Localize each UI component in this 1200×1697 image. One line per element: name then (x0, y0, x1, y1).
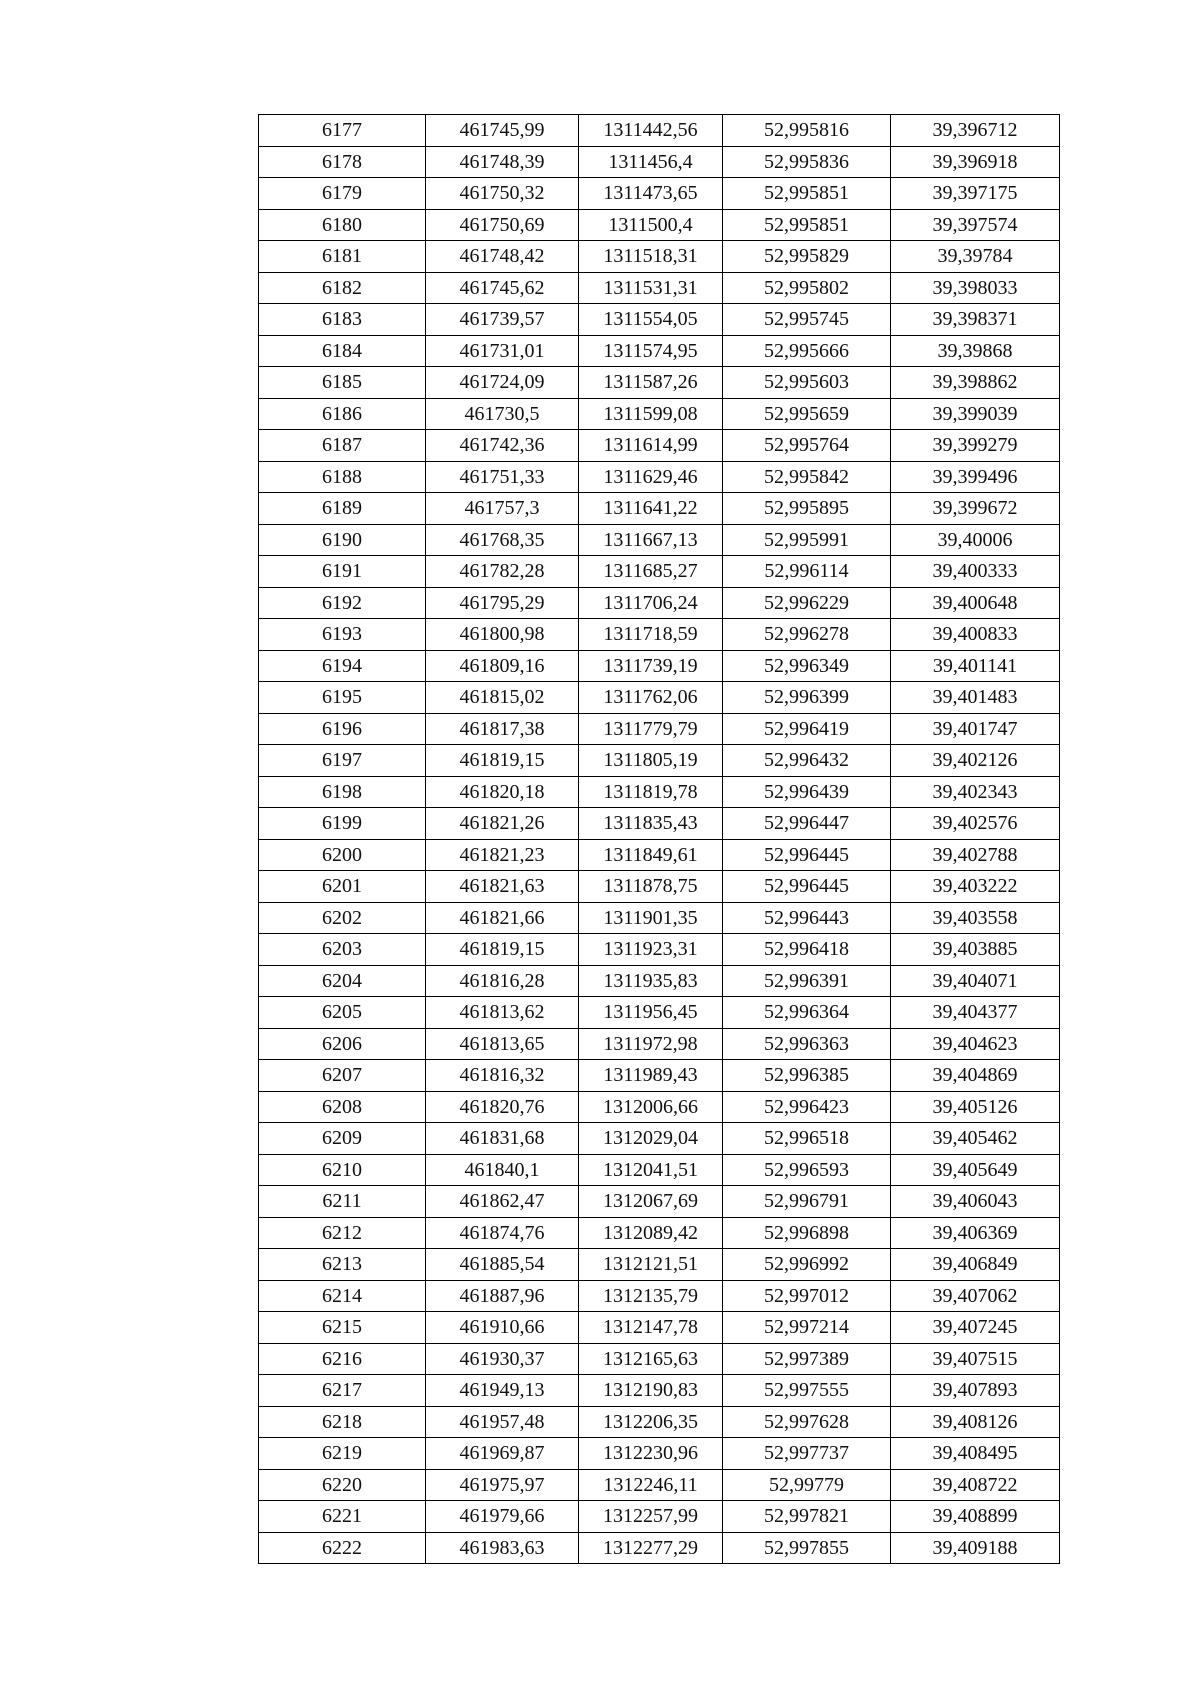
x-coordinate-cell: 461885,54 (426, 1249, 579, 1281)
table-row (259, 398, 1060, 430)
longitude-cell: 39,405462 (891, 1123, 1060, 1155)
y-coordinate-cell: 1311901,35 (579, 902, 723, 934)
coordinates-table-body (259, 115, 1060, 1564)
latitude-cell: 52,995842 (723, 461, 891, 493)
table-row (259, 1091, 1060, 1123)
longitude-cell: 39,408126 (891, 1406, 1060, 1438)
longitude-cell: 39,403222 (891, 871, 1060, 903)
table-row (259, 209, 1060, 241)
point-number-cell: 6181 (259, 241, 426, 273)
x-coordinate-cell: 461821,23 (426, 839, 579, 871)
point-number-cell: 6188 (259, 461, 426, 493)
point-number-cell: 6178 (259, 146, 426, 178)
table-row (259, 745, 1060, 777)
point-number-cell: 6194 (259, 650, 426, 682)
point-number-cell: 6177 (259, 115, 426, 147)
x-coordinate-cell: 461730,5 (426, 398, 579, 430)
point-number-cell: 6187 (259, 430, 426, 462)
x-coordinate-cell: 461768,35 (426, 524, 579, 556)
table-row (259, 1249, 1060, 1281)
y-coordinate-cell: 1312190,83 (579, 1375, 723, 1407)
latitude-cell: 52,996423 (723, 1091, 891, 1123)
x-coordinate-cell: 461795,29 (426, 587, 579, 619)
x-coordinate-cell: 461731,01 (426, 335, 579, 367)
longitude-cell: 39,403558 (891, 902, 1060, 934)
x-coordinate-cell: 461748,39 (426, 146, 579, 178)
longitude-cell: 39,407062 (891, 1280, 1060, 1312)
point-number-cell: 6206 (259, 1028, 426, 1060)
point-number-cell: 6189 (259, 493, 426, 525)
longitude-cell: 39,408722 (891, 1469, 1060, 1501)
table-row (259, 115, 1060, 147)
longitude-cell: 39,407245 (891, 1312, 1060, 1344)
y-coordinate-cell: 1311554,05 (579, 304, 723, 336)
y-coordinate-cell: 1312029,04 (579, 1123, 723, 1155)
x-coordinate-cell: 461745,99 (426, 115, 579, 147)
point-number-cell: 6204 (259, 965, 426, 997)
longitude-cell: 39,399039 (891, 398, 1060, 430)
latitude-cell: 52,996385 (723, 1060, 891, 1092)
latitude-cell: 52,995851 (723, 209, 891, 241)
x-coordinate-cell: 461831,68 (426, 1123, 579, 1155)
y-coordinate-cell: 1311739,19 (579, 650, 723, 682)
latitude-cell: 52,996363 (723, 1028, 891, 1060)
y-coordinate-cell: 1311805,19 (579, 745, 723, 777)
table-row (259, 1501, 1060, 1533)
latitude-cell: 52,997012 (723, 1280, 891, 1312)
longitude-cell: 39,398371 (891, 304, 1060, 336)
y-coordinate-cell: 1312165,63 (579, 1343, 723, 1375)
longitude-cell: 39,403885 (891, 934, 1060, 966)
x-coordinate-cell: 461820,76 (426, 1091, 579, 1123)
table-row (259, 839, 1060, 871)
y-coordinate-cell: 1312135,79 (579, 1280, 723, 1312)
table-row (259, 1123, 1060, 1155)
point-number-cell: 6184 (259, 335, 426, 367)
longitude-cell: 39,39868 (891, 335, 1060, 367)
longitude-cell: 39,399496 (891, 461, 1060, 493)
point-number-cell: 6190 (259, 524, 426, 556)
latitude-cell: 52,997389 (723, 1343, 891, 1375)
point-number-cell: 6185 (259, 367, 426, 399)
table-row (259, 1217, 1060, 1249)
longitude-cell: 39,404869 (891, 1060, 1060, 1092)
longitude-cell: 39,407515 (891, 1343, 1060, 1375)
y-coordinate-cell: 1312041,51 (579, 1154, 723, 1186)
y-coordinate-cell: 1311972,98 (579, 1028, 723, 1060)
latitude-cell: 52,997555 (723, 1375, 891, 1407)
point-number-cell: 6214 (259, 1280, 426, 1312)
point-number-cell: 6208 (259, 1091, 426, 1123)
latitude-cell: 52,996992 (723, 1249, 891, 1281)
table-row (259, 430, 1060, 462)
x-coordinate-cell: 461957,48 (426, 1406, 579, 1438)
longitude-cell: 39,401747 (891, 713, 1060, 745)
latitude-cell: 52,995659 (723, 398, 891, 430)
y-coordinate-cell: 1311819,78 (579, 776, 723, 808)
longitude-cell: 39,400333 (891, 556, 1060, 588)
latitude-cell: 52,996229 (723, 587, 891, 619)
x-coordinate-cell: 461750,32 (426, 178, 579, 210)
table-row (259, 713, 1060, 745)
y-coordinate-cell: 1312230,96 (579, 1438, 723, 1470)
latitude-cell: 52,996432 (723, 745, 891, 777)
x-coordinate-cell: 461862,47 (426, 1186, 579, 1218)
longitude-cell: 39,405126 (891, 1091, 1060, 1123)
y-coordinate-cell: 1311614,99 (579, 430, 723, 462)
table-row (259, 335, 1060, 367)
y-coordinate-cell: 1312006,66 (579, 1091, 723, 1123)
latitude-cell: 52,997855 (723, 1532, 891, 1564)
latitude-cell: 52,996593 (723, 1154, 891, 1186)
point-number-cell: 6202 (259, 902, 426, 934)
point-number-cell: 6217 (259, 1375, 426, 1407)
table-row (259, 682, 1060, 714)
latitude-cell: 52,997214 (723, 1312, 891, 1344)
x-coordinate-cell: 461748,42 (426, 241, 579, 273)
table-row (259, 1028, 1060, 1060)
y-coordinate-cell: 1311587,26 (579, 367, 723, 399)
point-number-cell: 6207 (259, 1060, 426, 1092)
longitude-cell: 39,400648 (891, 587, 1060, 619)
latitude-cell: 52,996391 (723, 965, 891, 997)
longitude-cell: 39,406849 (891, 1249, 1060, 1281)
y-coordinate-cell: 1311835,43 (579, 808, 723, 840)
x-coordinate-cell: 461782,28 (426, 556, 579, 588)
table-row (259, 1154, 1060, 1186)
longitude-cell: 39,404623 (891, 1028, 1060, 1060)
y-coordinate-cell: 1311574,95 (579, 335, 723, 367)
latitude-cell: 52,995836 (723, 146, 891, 178)
y-coordinate-cell: 1311531,31 (579, 272, 723, 304)
x-coordinate-cell: 461809,16 (426, 650, 579, 682)
table-row (259, 587, 1060, 619)
y-coordinate-cell: 1312147,78 (579, 1312, 723, 1344)
y-coordinate-cell: 1312257,99 (579, 1501, 723, 1533)
latitude-cell: 52,995991 (723, 524, 891, 556)
point-number-cell: 6218 (259, 1406, 426, 1438)
x-coordinate-cell: 461949,13 (426, 1375, 579, 1407)
y-coordinate-cell: 1311599,08 (579, 398, 723, 430)
latitude-cell: 52,995802 (723, 272, 891, 304)
table-row (259, 808, 1060, 840)
x-coordinate-cell: 461816,28 (426, 965, 579, 997)
x-coordinate-cell: 461819,15 (426, 934, 579, 966)
y-coordinate-cell: 1311718,59 (579, 619, 723, 651)
point-number-cell: 6213 (259, 1249, 426, 1281)
x-coordinate-cell: 461724,09 (426, 367, 579, 399)
longitude-cell: 39,398862 (891, 367, 1060, 399)
longitude-cell: 39,398033 (891, 272, 1060, 304)
y-coordinate-cell: 1312089,42 (579, 1217, 723, 1249)
latitude-cell: 52,996443 (723, 902, 891, 934)
table-row (259, 776, 1060, 808)
latitude-cell: 52,997628 (723, 1406, 891, 1438)
x-coordinate-cell: 461739,57 (426, 304, 579, 336)
latitude-cell: 52,996518 (723, 1123, 891, 1155)
x-coordinate-cell: 461821,63 (426, 871, 579, 903)
longitude-cell: 39,408899 (891, 1501, 1060, 1533)
y-coordinate-cell: 1311456,4 (579, 146, 723, 178)
y-coordinate-cell: 1311685,27 (579, 556, 723, 588)
table-row (259, 1375, 1060, 1407)
table-row (259, 524, 1060, 556)
y-coordinate-cell: 1311500,4 (579, 209, 723, 241)
y-coordinate-cell: 1311849,61 (579, 839, 723, 871)
x-coordinate-cell: 461815,02 (426, 682, 579, 714)
latitude-cell: 52,996445 (723, 839, 891, 871)
point-number-cell: 6216 (259, 1343, 426, 1375)
longitude-cell: 39,401141 (891, 650, 1060, 682)
longitude-cell: 39,400833 (891, 619, 1060, 651)
latitude-cell: 52,997821 (723, 1501, 891, 1533)
point-number-cell: 6212 (259, 1217, 426, 1249)
x-coordinate-cell: 461983,63 (426, 1532, 579, 1564)
x-coordinate-cell: 461887,96 (426, 1280, 579, 1312)
longitude-cell: 39,405649 (891, 1154, 1060, 1186)
latitude-cell: 52,995764 (723, 430, 891, 462)
y-coordinate-cell: 1311629,46 (579, 461, 723, 493)
longitude-cell: 39,402788 (891, 839, 1060, 871)
y-coordinate-cell: 1312246,11 (579, 1469, 723, 1501)
y-coordinate-cell: 1311923,31 (579, 934, 723, 966)
table-row (259, 272, 1060, 304)
latitude-cell: 52,995603 (723, 367, 891, 399)
table-row (259, 1186, 1060, 1218)
longitude-cell: 39,409188 (891, 1532, 1060, 1564)
point-number-cell: 6205 (259, 997, 426, 1029)
x-coordinate-cell: 461813,65 (426, 1028, 579, 1060)
latitude-cell: 52,99779 (723, 1469, 891, 1501)
longitude-cell: 39,404377 (891, 997, 1060, 1029)
point-number-cell: 6210 (259, 1154, 426, 1186)
point-number-cell: 6215 (259, 1312, 426, 1344)
y-coordinate-cell: 1312206,35 (579, 1406, 723, 1438)
y-coordinate-cell: 1311762,06 (579, 682, 723, 714)
x-coordinate-cell: 461757,3 (426, 493, 579, 525)
point-number-cell: 6209 (259, 1123, 426, 1155)
table-row (259, 367, 1060, 399)
point-number-cell: 6222 (259, 1532, 426, 1564)
x-coordinate-cell: 461979,66 (426, 1501, 579, 1533)
point-number-cell: 6180 (259, 209, 426, 241)
longitude-cell: 39,401483 (891, 682, 1060, 714)
longitude-cell: 39,397175 (891, 178, 1060, 210)
table-row (259, 146, 1060, 178)
point-number-cell: 6199 (259, 808, 426, 840)
latitude-cell: 52,996447 (723, 808, 891, 840)
x-coordinate-cell: 461800,98 (426, 619, 579, 651)
table-row (259, 178, 1060, 210)
x-coordinate-cell: 461816,32 (426, 1060, 579, 1092)
longitude-cell: 39,397574 (891, 209, 1060, 241)
longitude-cell: 39,396712 (891, 115, 1060, 147)
y-coordinate-cell: 1311473,65 (579, 178, 723, 210)
longitude-cell: 39,406369 (891, 1217, 1060, 1249)
point-number-cell: 6192 (259, 587, 426, 619)
longitude-cell: 39,399672 (891, 493, 1060, 525)
latitude-cell: 52,997737 (723, 1438, 891, 1470)
latitude-cell: 52,996439 (723, 776, 891, 808)
point-number-cell: 6221 (259, 1501, 426, 1533)
longitude-cell: 39,406043 (891, 1186, 1060, 1218)
y-coordinate-cell: 1311935,83 (579, 965, 723, 997)
latitude-cell: 52,996445 (723, 871, 891, 903)
longitude-cell: 39,407893 (891, 1375, 1060, 1407)
x-coordinate-cell: 461874,76 (426, 1217, 579, 1249)
x-coordinate-cell: 461817,38 (426, 713, 579, 745)
y-coordinate-cell: 1312067,69 (579, 1186, 723, 1218)
x-coordinate-cell: 461821,26 (426, 808, 579, 840)
longitude-cell: 39,402126 (891, 745, 1060, 777)
y-coordinate-cell: 1311956,45 (579, 997, 723, 1029)
x-coordinate-cell: 461813,62 (426, 997, 579, 1029)
x-coordinate-cell: 461751,33 (426, 461, 579, 493)
table-row (259, 556, 1060, 588)
point-number-cell: 6182 (259, 272, 426, 304)
y-coordinate-cell: 1311989,43 (579, 1060, 723, 1092)
longitude-cell: 39,396918 (891, 146, 1060, 178)
point-number-cell: 6183 (259, 304, 426, 336)
coordinates-table (258, 114, 1060, 1564)
longitude-cell: 39,402576 (891, 808, 1060, 840)
longitude-cell: 39,40006 (891, 524, 1060, 556)
table-row (259, 493, 1060, 525)
point-number-cell: 6193 (259, 619, 426, 651)
latitude-cell: 52,996399 (723, 682, 891, 714)
table-row (259, 1343, 1060, 1375)
point-number-cell: 6201 (259, 871, 426, 903)
table-row (259, 241, 1060, 273)
latitude-cell: 52,995895 (723, 493, 891, 525)
table-row (259, 997, 1060, 1029)
point-number-cell: 6211 (259, 1186, 426, 1218)
latitude-cell: 52,996364 (723, 997, 891, 1029)
y-coordinate-cell: 1311779,79 (579, 713, 723, 745)
latitude-cell: 52,995816 (723, 115, 891, 147)
y-coordinate-cell: 1311641,22 (579, 493, 723, 525)
point-number-cell: 6191 (259, 556, 426, 588)
latitude-cell: 52,995666 (723, 335, 891, 367)
point-number-cell: 6195 (259, 682, 426, 714)
x-coordinate-cell: 461975,97 (426, 1469, 579, 1501)
y-coordinate-cell: 1311518,31 (579, 241, 723, 273)
table-row (259, 871, 1060, 903)
latitude-cell: 52,995829 (723, 241, 891, 273)
latitude-cell: 52,996278 (723, 619, 891, 651)
y-coordinate-cell: 1311442,56 (579, 115, 723, 147)
latitude-cell: 52,996114 (723, 556, 891, 588)
x-coordinate-cell: 461750,69 (426, 209, 579, 241)
table-row (259, 965, 1060, 997)
table-row (259, 1280, 1060, 1312)
latitude-cell: 52,995851 (723, 178, 891, 210)
table-row (259, 1438, 1060, 1470)
y-coordinate-cell: 1312121,51 (579, 1249, 723, 1281)
point-number-cell: 6203 (259, 934, 426, 966)
longitude-cell: 39,399279 (891, 430, 1060, 462)
x-coordinate-cell: 461821,66 (426, 902, 579, 934)
table-row (259, 934, 1060, 966)
latitude-cell: 52,996791 (723, 1186, 891, 1218)
y-coordinate-cell: 1312277,29 (579, 1532, 723, 1564)
x-coordinate-cell: 461840,1 (426, 1154, 579, 1186)
table-row (259, 1469, 1060, 1501)
latitude-cell: 52,996419 (723, 713, 891, 745)
point-number-cell: 6197 (259, 745, 426, 777)
point-number-cell: 6179 (259, 178, 426, 210)
longitude-cell: 39,39784 (891, 241, 1060, 273)
y-coordinate-cell: 1311667,13 (579, 524, 723, 556)
latitude-cell: 52,995745 (723, 304, 891, 336)
latitude-cell: 52,996349 (723, 650, 891, 682)
table-row (259, 902, 1060, 934)
point-number-cell: 6198 (259, 776, 426, 808)
table-row (259, 304, 1060, 336)
table-row (259, 1532, 1060, 1564)
y-coordinate-cell: 1311878,75 (579, 871, 723, 903)
longitude-cell: 39,402343 (891, 776, 1060, 808)
point-number-cell: 6196 (259, 713, 426, 745)
longitude-cell: 39,404071 (891, 965, 1060, 997)
latitude-cell: 52,996418 (723, 934, 891, 966)
longitude-cell: 39,408495 (891, 1438, 1060, 1470)
x-coordinate-cell: 461819,15 (426, 745, 579, 777)
x-coordinate-cell: 461742,36 (426, 430, 579, 462)
point-number-cell: 6220 (259, 1469, 426, 1501)
table-row (259, 619, 1060, 651)
table-row (259, 650, 1060, 682)
point-number-cell: 6200 (259, 839, 426, 871)
point-number-cell: 6186 (259, 398, 426, 430)
table-row (259, 1406, 1060, 1438)
table-row (259, 1060, 1060, 1092)
latitude-cell: 52,996898 (723, 1217, 891, 1249)
x-coordinate-cell: 461969,87 (426, 1438, 579, 1470)
table-row (259, 461, 1060, 493)
x-coordinate-cell: 461820,18 (426, 776, 579, 808)
y-coordinate-cell: 1311706,24 (579, 587, 723, 619)
table-row (259, 1312, 1060, 1344)
x-coordinate-cell: 461745,62 (426, 272, 579, 304)
x-coordinate-cell: 461910,66 (426, 1312, 579, 1344)
point-number-cell: 6219 (259, 1438, 426, 1470)
x-coordinate-cell: 461930,37 (426, 1343, 579, 1375)
